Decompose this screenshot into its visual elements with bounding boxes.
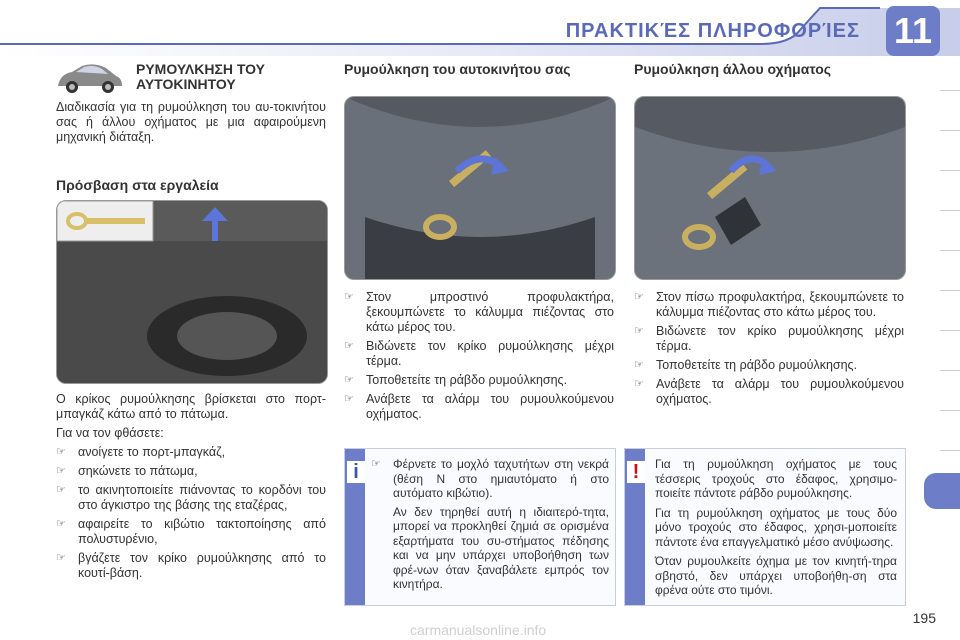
warning-strip [625,449,645,605]
pointer-icon: ☞ [634,359,644,371]
warning-para: Για τη ρυμούλκηση οχήματος με τους δύο μόνο τροχούς στο έδαφος, χρησι-μοποιείτε πάντοτε ένα επαγγελματικό μέσο ανύψωσης. [655,505,897,549]
right-steps-column [634,290,904,411]
pointer-icon: ☞ [634,291,644,303]
page-number: 195 [912,610,936,626]
pointer-icon: ☞ [634,325,644,337]
warning-para: Όταν ρυμουλκείτε όχημα με τον κινητή-τηρα σβηστό, δεν υπάρχει υποβοήθη-ση στα φρένα ούτε στο τιμόνι. [655,554,897,597]
pointer-icon: ☞ [371,458,381,470]
info-strip [345,449,365,605]
pointer-icon: ☞ [56,484,66,496]
trunk-photo [56,200,328,384]
warning-icon: ! [627,461,645,483]
left-step-list [56,445,326,581]
pointer-icon: ☞ [344,340,354,352]
pointer-icon: ☞ [344,393,354,405]
list-item: ☞ Ανάβετε τα αλάρμ του ρυμουλκούμενου οχήματος. [634,377,904,406]
list-item: ☞ Τοποθετείτε τη ράβδο ρυμούλκησης. [344,373,568,387]
info-icon: i [347,461,365,483]
pointer-icon: ☞ [56,518,66,530]
list-item: ☞ Στον πίσω προφυλακτήρα, ξεκουμπώνετε το κάλυμμα πιέζοντας στο κάτω μέρος του. [634,290,904,319]
rear-bumper-photo [634,96,906,280]
active-chapter-tab [924,473,960,509]
pointer-icon: ☞ [344,291,354,303]
left-column [56,100,326,153]
access-title: Πρόσβαση στα εργαλεία [56,177,219,193]
list-item: ☞ Βιδώνετε τον κρίκο ρυμούλκησης μέχρι τέρμα. [634,324,904,353]
location-text: Ο κρίκος ρυμούλκησης βρίσκεται στο πορτ-μπαγκάζ κάτω από το πάτωμα. [56,392,326,421]
list-item: ☞ Βιδώνετε τον κρίκο ρυμούλκησης μέχρι τέρμα. [344,339,614,368]
list-item: ☞ αφαιρείτε το κιβώτιο τακτοποίησης από πολυστυρένιο, [56,517,326,546]
section-title: ΠΡΑΚΤΙΚΈΣ ΠΛΗΡΟΦΟΡΊΕΣ [565,20,860,42]
info-box [344,448,616,606]
middle-title: Ρυμούλκηση του αυτοκινήτου σας [344,61,571,77]
pointer-icon: ☞ [344,374,354,386]
list-item: ☞ βγάζετε τον κρίκο ρυμούλκησης από το κουτί-βάση. [56,551,326,580]
car-icon [54,60,124,96]
middle-step-list [344,290,614,422]
info-list [371,457,609,501]
middle-steps-column [344,290,614,426]
access-lead: Για να τον φθάσετε: [56,426,164,440]
info-paragraph: Αν δεν τηρηθεί αυτή η ιδιαιτερό-τητα, μπορεί να προκληθεί ζημιά σε ορισμένα εξαρτήματα του συ-στήματος πέδησης και να μην υπάρχει υποβοήθηση των φρέ-νων όταν ξαναβάλετε εμπρός τον κινητήρα. [393,504,609,591]
list-item: ☞ ανοίγετε το πορτ-μπαγκάζ, [56,445,226,459]
left-intro: Διαδικασία για τη ρυμούλκηση του αυ-τοκινήτου σας ή άλλου οχήματος με μια αφαιρούμενη μηχανική διάταξη. [56,100,326,144]
list-item: ☞ Ανάβετε τα αλάρμ του ρυμουλκούμενου οχήματος. [344,392,614,421]
warning-box [624,448,906,606]
rear-bumper-illustration [635,97,905,279]
pointer-icon: ☞ [56,446,66,458]
page-header [0,0,960,56]
list-item: ☞ Τοποθετείτε τη ράβδο ρυμούλκησης. [634,358,858,372]
watermark: carmanualsonline.info [410,622,547,638]
pointer-icon: ☞ [56,552,66,564]
pointer-icon: ☞ [56,465,66,477]
pointer-icon: ☞ [634,378,644,390]
right-title: Ρυμούλκηση άλλου οχήματος [634,61,832,77]
left-steps-column [56,392,326,585]
chapter-rail [934,70,960,570]
list-item: ☞ το ακινητοποιείτε πιάνοντας το κορδόνι του στο άγκιστρο της βάσης της εταζέρας, [56,483,326,512]
front-bumper-photo [344,96,616,280]
trunk-illustration [57,201,327,383]
list-item: ☞ Στον μπροστινό προφυλακτήρα, ξεκουμπώνετε το κάλυμμα πιέζοντας στο κάτω μέρος του. [344,290,614,334]
list-item: ☞ Φέρνετε το μοχλό ταχυτήτων στη νεκρά (θέση N στο ημιαυτόματο ή στο αυτόματο κιβώτιο). [371,457,609,500]
right-step-list [634,290,904,407]
warning-para: Για τη ρυμούλκηση οχήματος με τους τέσσερις τροχούς στο έδαφος, χρησιμο-ποιείτε πάντοτε ράβδο ρυμούλκησης. [655,457,897,500]
list-item: ☞ σηκώνετε το πάτωμα, [56,464,198,478]
chapter-number: 11 [886,6,940,56]
front-bumper-illustration [345,97,615,279]
left-title: ΡΥΜΟΥΛΚΗΣΗ ΤΟΥ ΑΥΤΟΚΙΝΗΤΟΥ [136,61,266,92]
